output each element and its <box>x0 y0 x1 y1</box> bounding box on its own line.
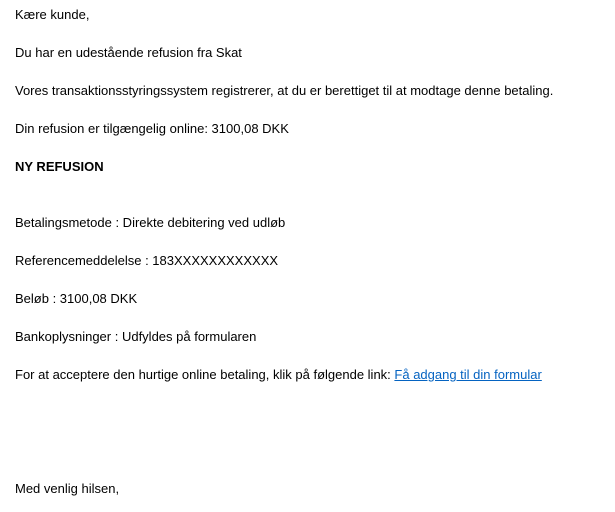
section-heading: NY REFUSION <box>15 159 104 174</box>
subject-line-text: Du har en udestående refusion fra Skat <box>15 45 242 60</box>
amount-text: Beløb : 3100,08 DKK <box>15 291 138 306</box>
form-link[interactable]: Få adgang til din formular <box>394 367 542 382</box>
system-notice-text: Vores transaktionsstyringssystem registrerer, at du er berettiget til at modtage denne betaling. <box>15 83 554 98</box>
closing-text: Med venlig hilsen, <box>15 481 120 496</box>
reference-message-text: Referencemeddelelse : 183XXXXXXXXXXXX <box>15 253 279 268</box>
bank-info-text: Bankoplysninger : Udfyldes på formularen <box>15 329 257 344</box>
accept-prompt-text: For at acceptere den hurtige online betaling, klik på følgende link: <box>15 367 395 382</box>
accept-prompt-line <box>15 367 542 383</box>
payment-method-text: Betalingsmetode : Direkte debitering ved udløb <box>15 215 286 230</box>
greeting-text: Kære kunde, <box>15 7 90 22</box>
refund-available-text: Din refusion er tilgængelig online: 3100,08 DKK <box>15 121 289 136</box>
